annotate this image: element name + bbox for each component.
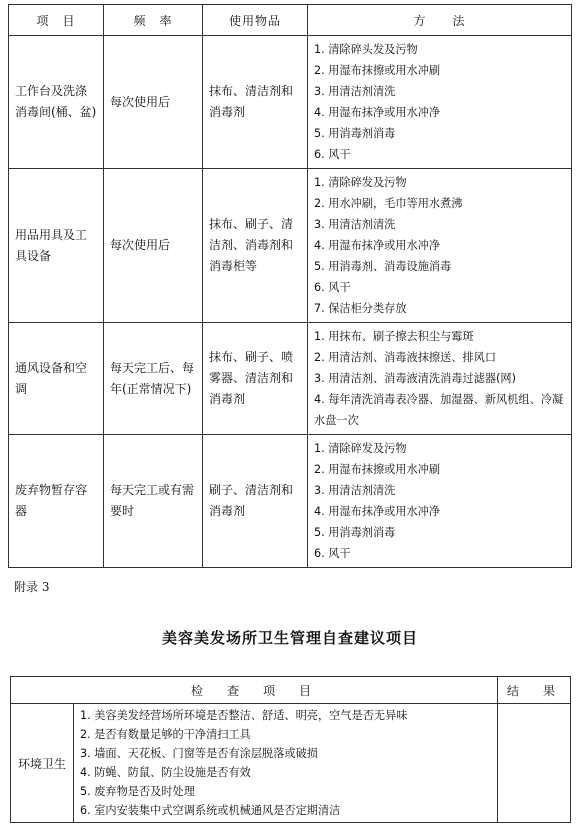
row-frequency: 每次使用后 [104,36,203,169]
method-step: 6. 风干 [314,281,351,294]
row-methods [308,169,572,323]
method-step: 3. 用清洁剂清洗 [314,85,396,98]
method-step: 4. 用湿布抹净或用水冲净 [314,505,441,518]
method-step: 6. 风干 [314,547,351,560]
row-tools: 刷子、清洁剂和消毒剂 [203,435,308,568]
method-step: 2. 用湿布抹擦或用水冲刷 [314,64,441,77]
method-step: 2. 用湿布抹擦或用水冲刷 [314,463,441,476]
row-frequency: 每天完工后、每年(正常情况下) [104,323,203,435]
table-header-row [9,5,572,36]
row-tools: 抹布、刷子、喷雾器、清洁剂和消毒剂 [203,323,308,435]
row-methods [308,36,572,169]
method-step: 5. 用消毒剂消毒 [314,127,396,140]
table-row [9,36,572,169]
method-step: 4. 用湿布抹净或用水冲净 [314,106,441,119]
row-item: 通风设备和空调 [9,323,104,435]
row-frequency: 每次使用后 [104,169,203,323]
method-step: 1. 清除碎发及污物 [314,176,407,189]
row-item: 用品用具及工具设备 [9,169,104,323]
row-item: 工作台及洗涤消毒间(桶、盆) [9,36,104,169]
method-step: 3. 用清洁剂清洗 [314,218,396,231]
self-check-table [10,676,571,823]
method-step: 7. 保洁柜分类存放 [314,302,407,315]
method-step: 5. 用消毒剂消毒 [314,526,396,539]
method-step: 3. 用清洁剂清洗 [314,484,396,497]
check-item: 3. 墙面、天花板、门窗等是否有涂层脱落或破损 [80,747,318,760]
header-item: 项 目 [9,5,104,36]
result-cell[interactable] [498,704,571,823]
method-step: 6. 风干 [314,148,351,161]
check-item: 5. 废弃物是否及时处理 [80,785,195,798]
check-item: 6. 室内安装集中式空调系统或机械通风是否定期清洁 [80,804,341,817]
header-tools: 使用物品 [203,5,308,36]
table-header-row [11,677,571,704]
category-label: 环境卫生 [11,704,74,823]
check-item: 1. 美容美发经营场所环境是否整洁、舒适、明亮，空气是否无异味 [80,709,408,722]
page-title: 美容美发场所卫生管理自查建议项目 [161,629,418,647]
row-methods [308,435,572,568]
table-row [9,323,572,435]
check-item: 4. 防蝇、防鼠、防尘设施是否有效 [80,766,251,779]
header-check-items: 检 查 项 目 [11,677,498,704]
row-frequency: 每天完工或有需要时 [104,435,203,568]
appendix-label: 附录 3 [14,580,50,594]
method-step: 3. 用清洁剂、消毒液清洗消毒过滤器(网) [314,372,516,385]
method-step: 2. 用清洁剂、消毒液抹擦送、排风口 [314,351,497,364]
table-row [9,169,572,323]
row-methods [308,323,572,435]
method-step: 1. 清除碎头发及污物 [314,43,418,56]
table-row [9,435,572,568]
method-step: 4. 每年清洗消毒表冷器、加湿器、新风机组、冷凝水盘一次 [314,393,564,427]
row-tools: 抹布、清洁剂和消毒剂 [203,36,308,169]
header-result: 结 果 [498,677,571,704]
method-step: 4. 用湿布抹净或用水冲净 [314,239,441,252]
method-step: 1. 清除碎发及污物 [314,442,407,455]
row-item: 废弃物暂存容器 [9,435,104,568]
method-step: 1. 用抹布、刷子擦去积尘与霉斑 [314,330,474,343]
header-frequency: 频 率 [104,5,203,36]
row-tools: 抹布、刷子、清洁剂、消毒剂和消毒柜等 [203,169,308,323]
cleaning-table [8,4,572,568]
check-items [74,704,498,823]
header-method: 方 法 [308,5,572,36]
method-step: 2. 用水冲刷，毛巾等用水煮沸 [314,197,463,210]
table-row [11,704,571,823]
check-item: 2. 是否有数量足够的干净清扫工具 [80,728,251,741]
method-step: 5. 用消毒剂、消毒设施消毒 [314,260,452,273]
